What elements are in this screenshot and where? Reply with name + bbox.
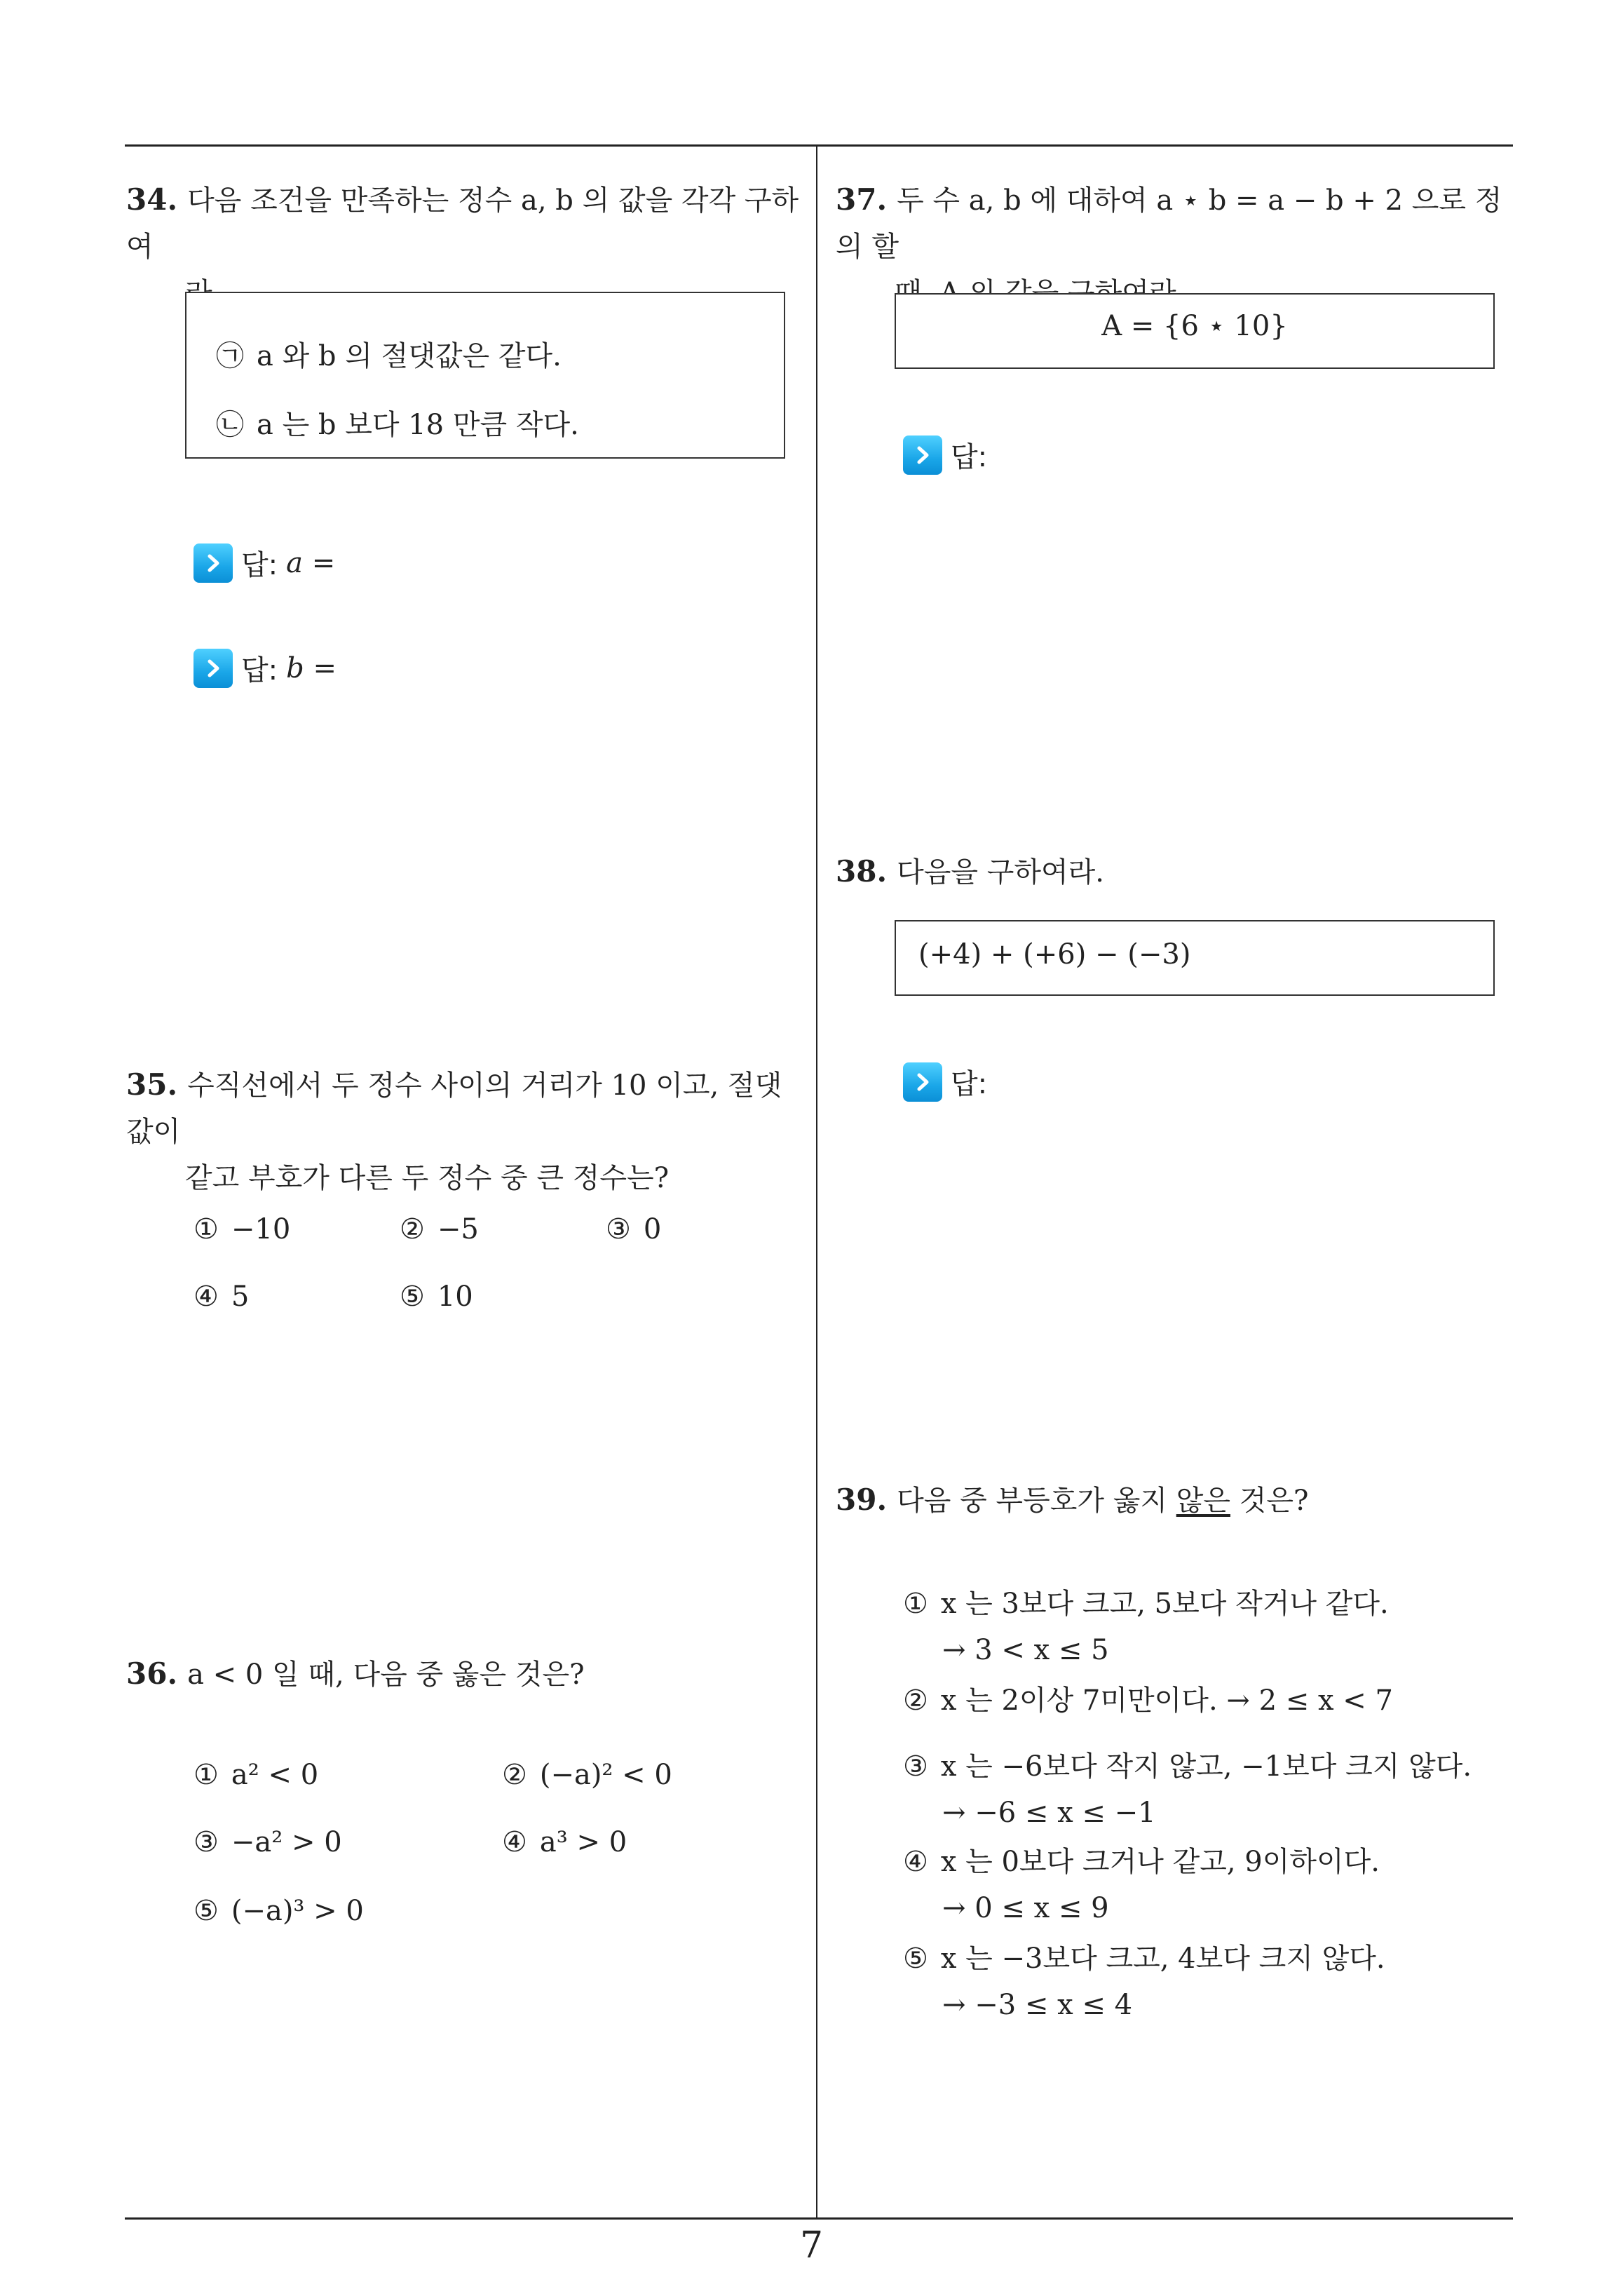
choice-text: x 는 3보다 크고, 5보다 작거나 같다. [940, 1588, 1389, 1620]
question-text: 것은? [1230, 1485, 1309, 1517]
answer-b[interactable] [193, 648, 337, 688]
question-text: a < 0 일 때, 다음 중 옳은 것은? [187, 1659, 585, 1691]
condition-box [185, 292, 785, 459]
choice-result: → 0 ≤ x ≤ 9 [942, 1892, 1109, 1924]
choice-text: 5 [231, 1281, 250, 1313]
question-text: 두 수 a, b 에 대하여 a ⋆ b = a − b + 2 으로 정의 할 [836, 184, 1502, 263]
answer-var: b = [286, 651, 337, 684]
top-rule [125, 144, 1513, 147]
question-39 [836, 1477, 1513, 1524]
choice-text: a³ > 0 [539, 1826, 627, 1858]
chevron-right-icon [193, 649, 233, 688]
choice-text: −a² > 0 [231, 1826, 342, 1858]
question-number: 35. [126, 1067, 178, 1102]
definition-box [895, 293, 1495, 369]
choice-mark: ② [502, 1759, 527, 1791]
choice-text: −10 [231, 1213, 291, 1245]
choice-3[interactable] [903, 1743, 1472, 1836]
choice-1[interactable] [903, 1581, 1389, 1673]
question-number: 36. [126, 1656, 178, 1691]
choice-5[interactable] [193, 1895, 364, 1927]
choice-text: x 는 2이상 7미만이다. → 2 ≤ x < 7 [940, 1684, 1393, 1717]
question-number: 39. [836, 1483, 888, 1517]
choice-text: (−a)³ > 0 [231, 1895, 364, 1927]
choice-result: → −3 ≤ x ≤ 4 [942, 1989, 1133, 2021]
bottom-rule [125, 2217, 1513, 2220]
question-text: 수직선에서 두 정수 사이의 거리가 10 이고, 절댓값이 [126, 1069, 782, 1148]
choice-mark: ③ [606, 1213, 631, 1245]
choice-text: x 는 −3보다 크고, 4보다 크지 않다. [940, 1943, 1385, 1975]
condition-text: a 는 b 보다 18 만큼 작다. [257, 409, 579, 441]
choice-4[interactable] [193, 1281, 249, 1313]
expression-box [895, 920, 1495, 996]
question-36 [126, 1651, 806, 1698]
box-expression: (+4) + (+6) − (−3) [918, 938, 1191, 971]
condition-mark: ㉡ [216, 409, 244, 441]
choice-mark: ④ [903, 1846, 928, 1878]
choice-text: (−a)² < 0 [539, 1759, 672, 1791]
chevron-right-icon [193, 543, 233, 583]
choice-mark: ③ [903, 1750, 928, 1783]
choice-mark: ② [400, 1213, 425, 1245]
choice-2[interactable] [502, 1759, 672, 1791]
chevron-right-icon [903, 435, 942, 475]
answer-label: 답: [241, 654, 278, 687]
answer-37[interactable] [903, 435, 987, 475]
choice-mark: ② [903, 1684, 928, 1717]
box-expression: A = {6 ⋆ 10} [1101, 310, 1288, 342]
question-text-cont: 같고 부호가 다른 두 정수 중 큰 정수는? [185, 1162, 670, 1194]
answer-38[interactable] [903, 1062, 987, 1102]
chevron-right-icon [903, 1062, 942, 1102]
question-number: 37. [836, 182, 888, 217]
choice-5[interactable] [400, 1281, 473, 1313]
question-38 [836, 849, 1513, 896]
choice-text: 10 [437, 1281, 473, 1313]
choice-mark: ④ [502, 1826, 527, 1858]
choice-mark: ⑤ [903, 1943, 928, 1975]
question-text: 다음 조건을 만족하는 정수 a, b 의 값을 각각 구하여 [126, 184, 799, 263]
choice-1[interactable] [193, 1759, 318, 1791]
choice-text: x 는 −6보다 작지 않고, −1보다 크지 않다. [940, 1750, 1472, 1783]
choice-mark: ④ [193, 1281, 219, 1313]
choice-3[interactable] [606, 1213, 661, 1245]
condition-mark: ㉠ [216, 340, 244, 372]
choice-2[interactable] [400, 1213, 479, 1245]
condition-text: a 와 b 의 절댓값은 같다. [257, 340, 562, 372]
choice-text: −5 [437, 1213, 479, 1245]
answer-a[interactable] [193, 543, 335, 583]
choice-mark: ③ [193, 1826, 219, 1858]
choice-5[interactable] [903, 1936, 1385, 2028]
page-number: 7 [799, 2224, 824, 2267]
question-number: 38. [836, 854, 888, 889]
condition-2 [216, 403, 579, 443]
choice-4[interactable] [903, 1839, 1380, 1931]
choice-mark: ⑤ [193, 1895, 219, 1927]
choice-3[interactable] [193, 1826, 342, 1858]
choice-result: → −6 ≤ x ≤ −1 [942, 1797, 1156, 1829]
choice-mark: ⑤ [400, 1281, 425, 1313]
question-text: 다음을 구하여라. [897, 856, 1104, 889]
question-text-underlined: 않은 [1176, 1485, 1230, 1517]
question-text: 다음 중 부등호가 옳지 [897, 1485, 1176, 1517]
question-35 [126, 1062, 806, 1201]
choice-text: x 는 0보다 크거나 같고, 9이하이다. [940, 1846, 1380, 1878]
choice-2[interactable] [903, 1677, 1393, 1724]
condition-1 [216, 334, 562, 374]
choice-text: 0 [643, 1213, 662, 1245]
answer-label: 답: [951, 441, 988, 473]
answer-label: 답: [241, 549, 278, 581]
choice-mark: ① [193, 1213, 219, 1245]
answer-var: a = [286, 546, 336, 579]
choice-text: a² < 0 [231, 1759, 319, 1791]
choice-4[interactable] [502, 1826, 627, 1858]
column-divider [816, 144, 817, 2219]
choice-1[interactable] [193, 1213, 290, 1245]
choice-mark: ① [193, 1759, 219, 1791]
choice-result: → 3 < x ≤ 5 [942, 1634, 1109, 1666]
choice-mark: ① [903, 1588, 928, 1620]
question-number: 34. [126, 182, 178, 217]
answer-label: 답: [951, 1068, 988, 1100]
